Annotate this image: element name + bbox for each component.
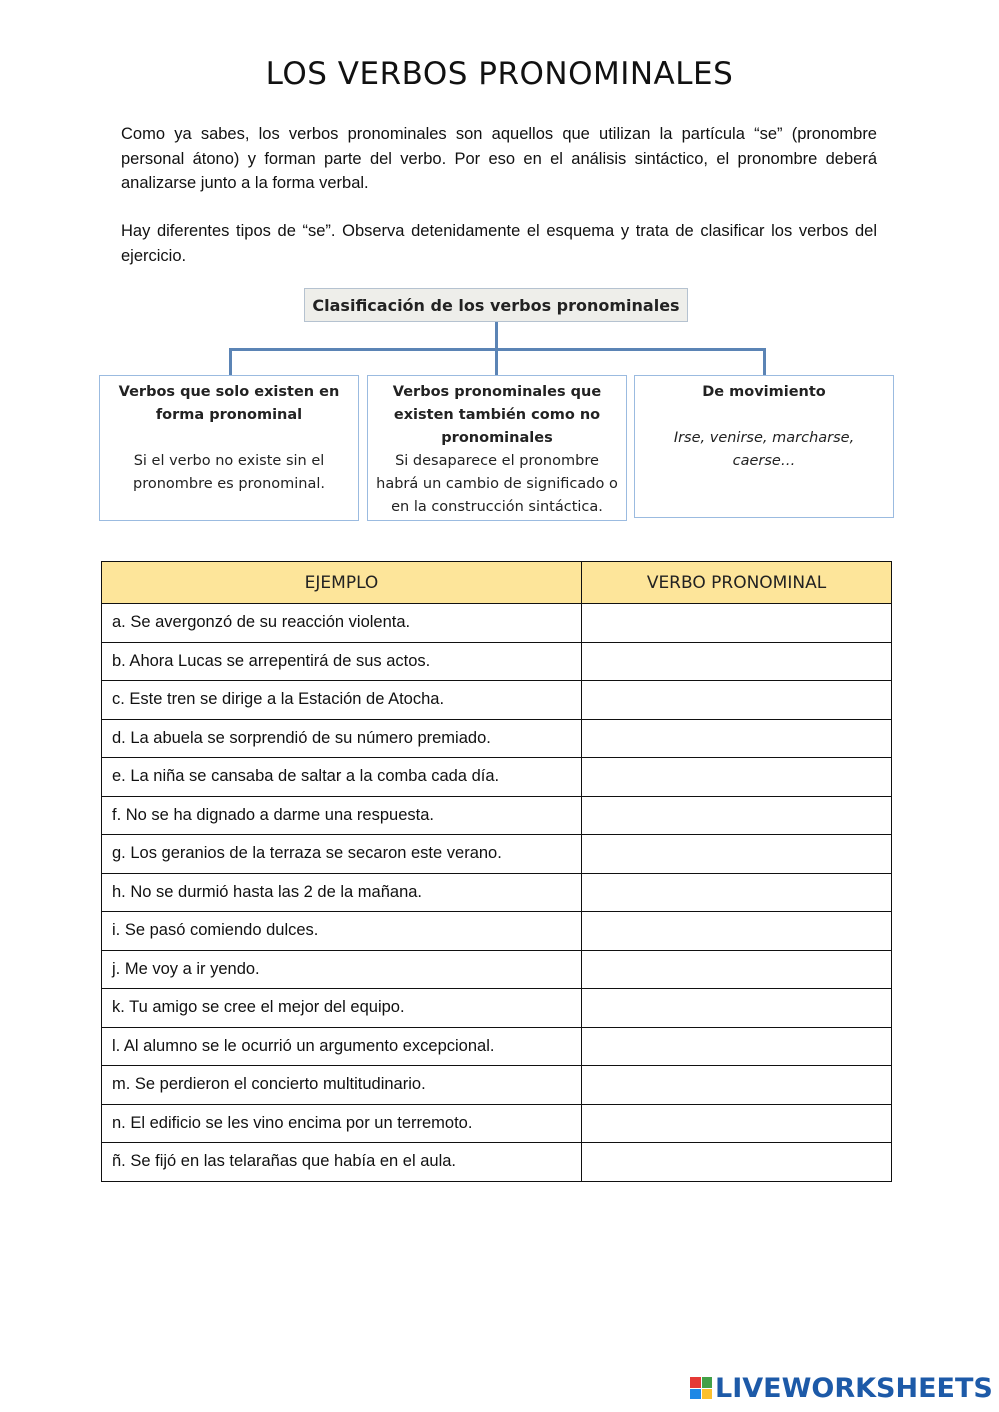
- answer-cell[interactable]: [582, 1027, 892, 1066]
- diagram-box-heading: De movimiento: [702, 384, 826, 400]
- intro-paragraph-2: Hay diferentes tipos de “se”. Observa detenidamente el esquema y trata de clasificar los verbos del ejercicio.: [121, 222, 877, 265]
- table-row: [102, 1104, 892, 1143]
- table-row: [102, 1143, 892, 1182]
- example-sentence: j. Me voy a ir yendo.: [102, 950, 582, 989]
- table-row: [102, 758, 892, 797]
- liveworksheets-logo-icon: [690, 1377, 712, 1399]
- answer-cell[interactable]: [582, 604, 892, 643]
- table-header-row: [102, 562, 892, 604]
- example-sentence: g. Los geranios de la terraza se secaron este verano.: [102, 835, 582, 874]
- answer-cell[interactable]: [582, 681, 892, 720]
- diagram-connector-right: [763, 348, 766, 375]
- example-sentence: c. Este tren se dirige a la Estación de Atocha.: [102, 681, 582, 720]
- diagram-box-body: Irse, venirse, marcharse, caerse…: [673, 430, 855, 469]
- table-row: [102, 681, 892, 720]
- answer-cell[interactable]: [582, 758, 892, 797]
- answer-cell[interactable]: [582, 835, 892, 874]
- logo-text: LIVEWORKSHEETS: [715, 1372, 993, 1404]
- table-row: [102, 642, 892, 681]
- table-row: [102, 873, 892, 912]
- logo-square-icon: [690, 1377, 701, 1388]
- diagram-box-body: Si el verbo no existe sin el pronombre es pronominal.: [132, 453, 325, 492]
- example-sentence: l. Al alumno se le ocurrió un argumento excepcional.: [102, 1027, 582, 1066]
- diagram-box-heading: Verbos que solo existen en forma pronominal: [118, 384, 340, 423]
- diagram-box-solo-pronominal: [99, 375, 359, 521]
- example-sentence: f. No se ha dignado a darme una respuesta.: [102, 796, 582, 835]
- answer-cell[interactable]: [582, 989, 892, 1028]
- exercise-table: [101, 561, 892, 1182]
- table-row: [102, 1027, 892, 1066]
- example-sentence: a. Se avergonzó de su reacción violenta.: [102, 604, 582, 643]
- logo-square-icon: [690, 1389, 701, 1400]
- diagram-connector-bar: [229, 348, 766, 351]
- diagram-connector-left: [229, 348, 232, 375]
- example-sentence: m. Se perdieron el concierto multitudinario.: [102, 1066, 582, 1105]
- logo-square-icon: [702, 1389, 713, 1400]
- example-sentence: d. La abuela se sorprendió de su número premiado.: [102, 719, 582, 758]
- answer-cell[interactable]: [582, 1143, 892, 1182]
- answer-cell[interactable]: [582, 950, 892, 989]
- example-sentence: ñ. Se fijó en las telarañas que había en el aula.: [102, 1143, 582, 1182]
- liveworksheets-logo[interactable]: [690, 1374, 993, 1402]
- example-sentence: n. El edificio se les vino encima por un terremoto.: [102, 1104, 582, 1143]
- answer-cell[interactable]: [582, 1104, 892, 1143]
- table-row: [102, 835, 892, 874]
- page-title: LOS VERBOS PRONOMINALES: [265, 56, 734, 92]
- diagram-title: Clasificación de los verbos pronominales: [304, 288, 688, 322]
- intro-paragraph-1: Como ya sabes, los verbos pronominales son aquellos que utilizan la partícula “se” (pronombre personal átono) y forman parte del verbo. Por eso en el análisis sintáctico, el pronombre deberá analizarse junto a la forma verbal.: [121, 125, 877, 192]
- table-row: [102, 989, 892, 1028]
- table-row: [102, 912, 892, 951]
- logo-square-icon: [702, 1377, 713, 1388]
- diagram-box-body: Si desaparece el pronombre habrá un cambio de significado o en la construcción sintáctica.: [376, 453, 618, 515]
- example-sentence: e. La niña se cansaba de saltar a la comba cada día.: [102, 758, 582, 797]
- answer-cell[interactable]: [582, 642, 892, 681]
- example-sentence: b. Ahora Lucas se arrepentirá de sus actos.: [102, 642, 582, 681]
- table-row: [102, 796, 892, 835]
- answer-cell[interactable]: [582, 719, 892, 758]
- answer-cell[interactable]: [582, 912, 892, 951]
- diagram-box-tambien-no-pronominal: [367, 375, 627, 521]
- answer-cell[interactable]: [582, 873, 892, 912]
- answer-cell[interactable]: [582, 1066, 892, 1105]
- diagram-box-heading: Verbos pronominales que existen también como no pronominales: [392, 384, 602, 446]
- table-row: [102, 719, 892, 758]
- answer-cell[interactable]: [582, 796, 892, 835]
- example-sentence: h. No se durmió hasta las 2 de la mañana.: [102, 873, 582, 912]
- table-row: [102, 604, 892, 643]
- column-header-verbo-pronominal: VERBO PRONOMINAL: [582, 562, 892, 604]
- example-sentence: i. Se pasó comiendo dulces.: [102, 912, 582, 951]
- column-header-ejemplo: EJEMPLO: [102, 562, 582, 604]
- table-row: [102, 1066, 892, 1105]
- table-row: [102, 950, 892, 989]
- example-sentence: k. Tu amigo se cree el mejor del equipo.: [102, 989, 582, 1028]
- diagram-box-movimiento: [634, 375, 894, 518]
